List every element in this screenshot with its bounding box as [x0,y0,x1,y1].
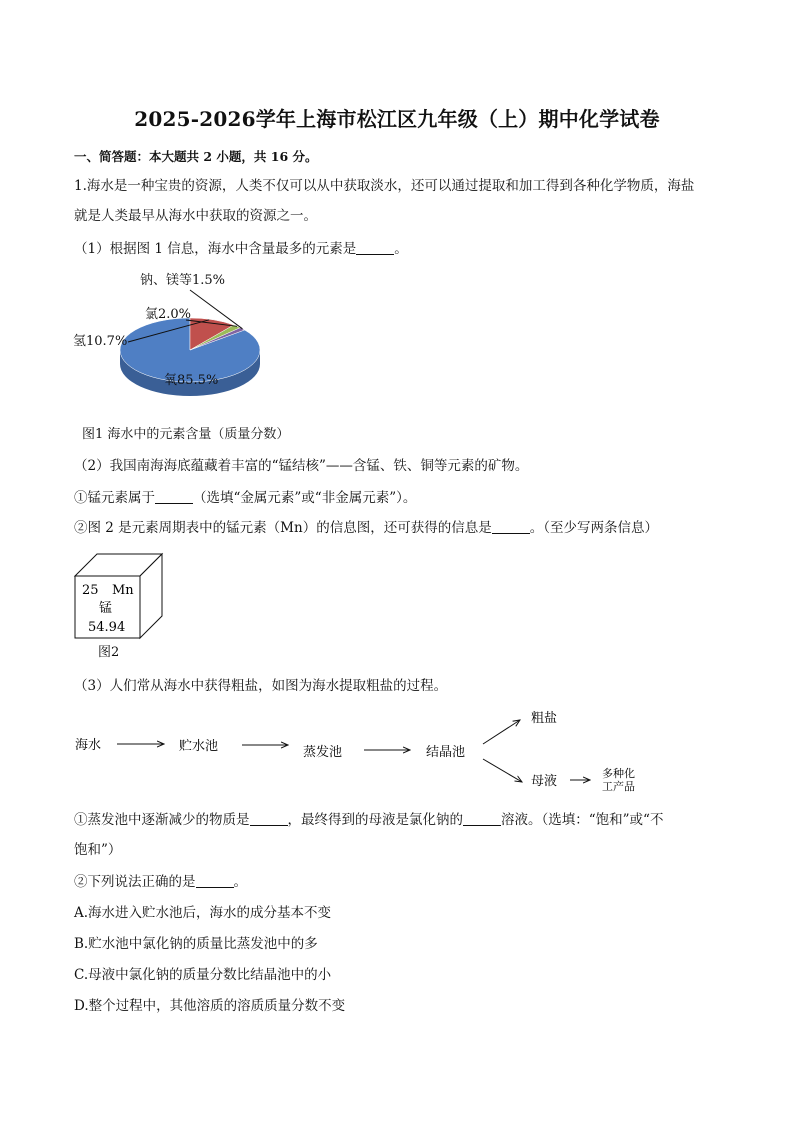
pie-label-other: 钠、镁等1.5% [140,273,226,288]
q1-part3-q2-end: 。 [233,874,247,890]
arrow-icon [483,759,522,782]
q1-part1 [74,239,408,259]
figure2-caption: 图2 [98,645,120,660]
node-crystallization-pool: 结晶池 [426,745,466,760]
q1-intro-line2: 就是人类最早从海水中获取的资源之一。 [74,208,317,224]
q1-part2: （2）我国南海海底蕴藏着丰富的“锰结核”——含锰、铁、铜等元素的矿物。 [74,458,529,474]
q1-part3-question1 [74,810,663,830]
figure1-pie-chart [60,262,290,422]
q1-part3-q1-text-mid: ，最终得到的母液是氯化钠的 [287,812,463,828]
q1-part2-q2-text-end: 。（至少写两条信息） [529,520,658,536]
arrow-icon [483,720,520,744]
node-evaporation-pool: 蒸发池 [303,745,343,760]
q1-part1-end: 。 [394,241,408,257]
figure1-caption: 图1 海水中的元素含量（质量分数） [82,427,290,442]
q1-part3-q2-text: ②下列说法正确的是 [74,874,196,890]
answer-blank[interactable] [196,874,234,888]
q1-part3-q1-text: ①蒸发池中逐渐减少的物质是 [74,812,250,828]
q1-part2-q1-text-end: （选填“金属元素”或“非金属元素”）。 [193,490,417,506]
option-d: D.整个过程中，其他溶质的溶质质量分数不变 [74,998,346,1014]
q1-part2-question2 [74,518,658,538]
q1-part3-question1-cont: 饱和”） [74,842,122,858]
exam-title: 2025-2026学年上海市松江区九年级（上）期中化学试卷 [134,107,660,131]
node-crude-salt: 粗盐 [531,711,558,726]
q1-part1-text: （1）根据图 1 信息，海水中含量最多的元素是 [74,241,357,257]
node-mother-liquor: 母液 [531,774,558,789]
q1-part2-question1 [74,488,416,508]
option-b: B.贮水池中氯化钠的质量比蒸发池中的多 [74,936,318,952]
section-heading: 一、简答题：本大题共 2 小题，共 16 分。 [74,149,318,164]
atomic-mass: 54.94 [88,620,126,635]
answer-blank[interactable] [492,520,530,534]
node-products-line1: 多种化 [602,767,635,780]
q1-part2-q1-text: ①锰元素属于 [74,490,155,506]
q1-part3-q1-text-end: 溶液。（选填：“饱和”或“不 [501,812,664,828]
pie-label-chlorine: 氯2.0% [145,307,192,322]
answer-blank[interactable] [356,241,394,255]
option-c: C.母液中氯化钠的质量分数比结晶池中的小 [74,967,332,983]
pie-label-hydrogen: 氢10.7% [73,334,128,349]
option-a: A.海水进入贮水池后，海水的成分基本不变 [74,905,332,921]
answer-blank[interactable] [463,812,501,826]
q1-part3: （3）人们常从海水中获得粗盐，如图为海水提取粗盐的过程。 [74,678,448,694]
node-storage-pool: 贮水池 [179,739,219,754]
element-symbol: Mn [112,583,134,598]
pie-label-oxygen: 氧85.5% [164,373,219,388]
q1-part3-question2 [74,872,247,892]
q1-intro-line1: 1.海水是一种宝贵的资源，人类不仅可以从中获取淡水，还可以通过提取和加工得到各种化学物质，海盐 [74,178,695,194]
node-products-line2: 工产品 [602,780,635,793]
salt-extraction-flow-diagram [70,700,670,800]
element-name: 锰 [99,601,113,616]
answer-blank[interactable] [155,490,193,504]
node-seawater: 海水 [75,738,102,753]
figure2-element-card [70,548,170,648]
answer-blank[interactable] [250,812,288,826]
q1-part2-q2-text: ②图 2 是元素周期表中的锰元素（Mn）的信息图，还可获得的信息是 [74,520,492,536]
atomic-number: 25 [82,583,99,598]
